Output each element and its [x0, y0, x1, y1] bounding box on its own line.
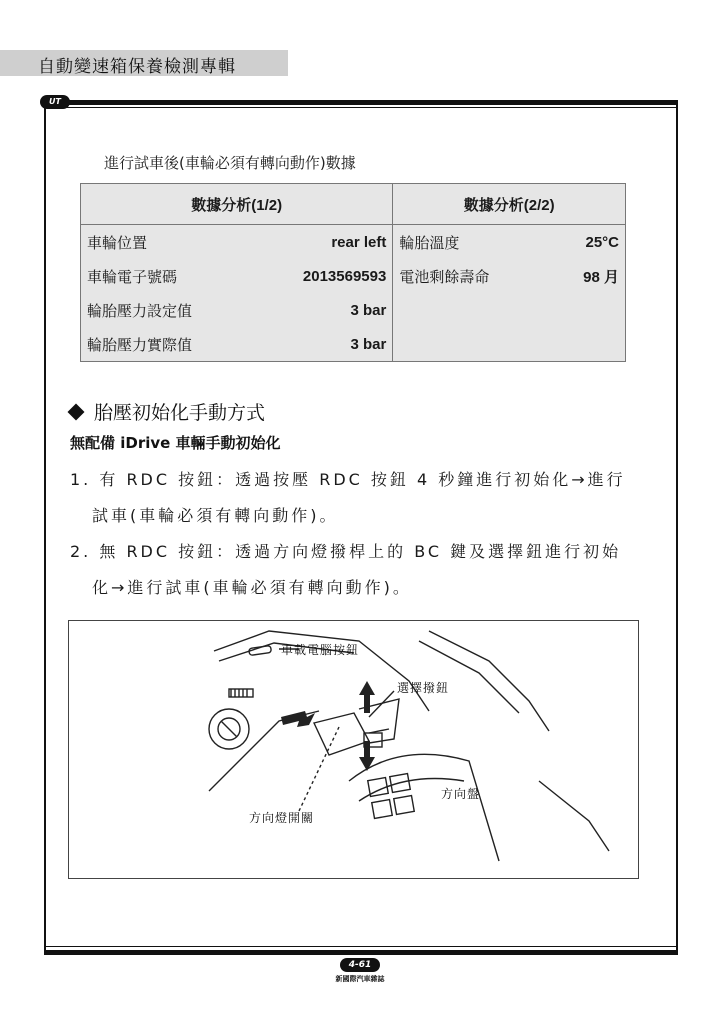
cell-label: 輪胎壓力設定值	[87, 302, 193, 320]
cell-label: 輪胎溫度	[399, 234, 460, 252]
header-title: 自動變速箱保養檢測專輯	[38, 57, 236, 77]
cell-label: 車輪電子號碼	[87, 268, 178, 286]
list-item-1-line1: 1. 有 RDC 按鈕：透過按壓 RDC 按鈕 4 秒鐘進行初始化→進行	[70, 470, 626, 489]
top-rule	[44, 100, 678, 105]
intro-text: 進行試車後(車輪必須有轉向動作)數據	[104, 154, 356, 172]
data-table	[80, 183, 626, 362]
cell-label: 輪胎壓力實際值	[87, 336, 193, 354]
section-heading	[70, 398, 265, 425]
label-computer-button: 車載電腦按鈕	[281, 643, 360, 657]
right-rule	[676, 100, 678, 954]
table-row	[81, 327, 626, 362]
label-turn-signal: 方向燈開關	[249, 811, 315, 825]
cell-value: 3 bar	[350, 301, 387, 319]
steering-column-figure	[68, 620, 639, 879]
table-header-right: 數據分析(2/2)	[393, 184, 626, 225]
table-row	[81, 225, 626, 260]
cell-value: 98 月	[583, 268, 619, 286]
left-rule	[44, 100, 46, 954]
cell-value: 2013569593	[302, 267, 387, 285]
section-heading-text: 胎壓初始化手動方式	[94, 402, 266, 424]
ut-logo-badge: UT	[40, 95, 70, 109]
cell-value: 25°C	[585, 233, 619, 251]
label-select-button: 選擇撥鈕	[397, 681, 450, 695]
footer-caption: 新國際汽車雜誌	[335, 975, 385, 983]
cell-value: 3 bar	[350, 335, 387, 353]
bottom-rule-thin	[44, 946, 678, 947]
table-row	[81, 259, 626, 293]
table-row	[81, 293, 626, 327]
label-steering-wheel: 方向盤	[441, 787, 481, 801]
list-item-1-line2: 試車(車輪必須有轉向動作)。	[92, 506, 339, 525]
instruction-list	[70, 462, 645, 606]
list-item-2-line1: 2. 無 RDC 按鈕：透過方向燈撥桿上的 BC 鍵及選擇鈕進行初始	[70, 542, 622, 561]
steering-column-drawing	[69, 621, 638, 878]
table-header-left: 數據分析(1/2)	[81, 184, 393, 225]
list-item-2-line2: 化→進行試車(車輪必須有轉向動作)。	[92, 578, 412, 597]
cell-value: rear left	[331, 233, 387, 251]
page-number-badge: 4-61	[340, 958, 380, 972]
diamond-bullet-icon	[68, 403, 85, 420]
cell-label: 電池剩餘壽命	[399, 268, 490, 286]
top-rule-thin	[44, 107, 678, 108]
bottom-rule	[44, 950, 678, 955]
section-subtitle: 無配備 iDrive 車輛手動初始化	[70, 434, 281, 452]
cell-label: 車輪位置	[87, 234, 148, 252]
